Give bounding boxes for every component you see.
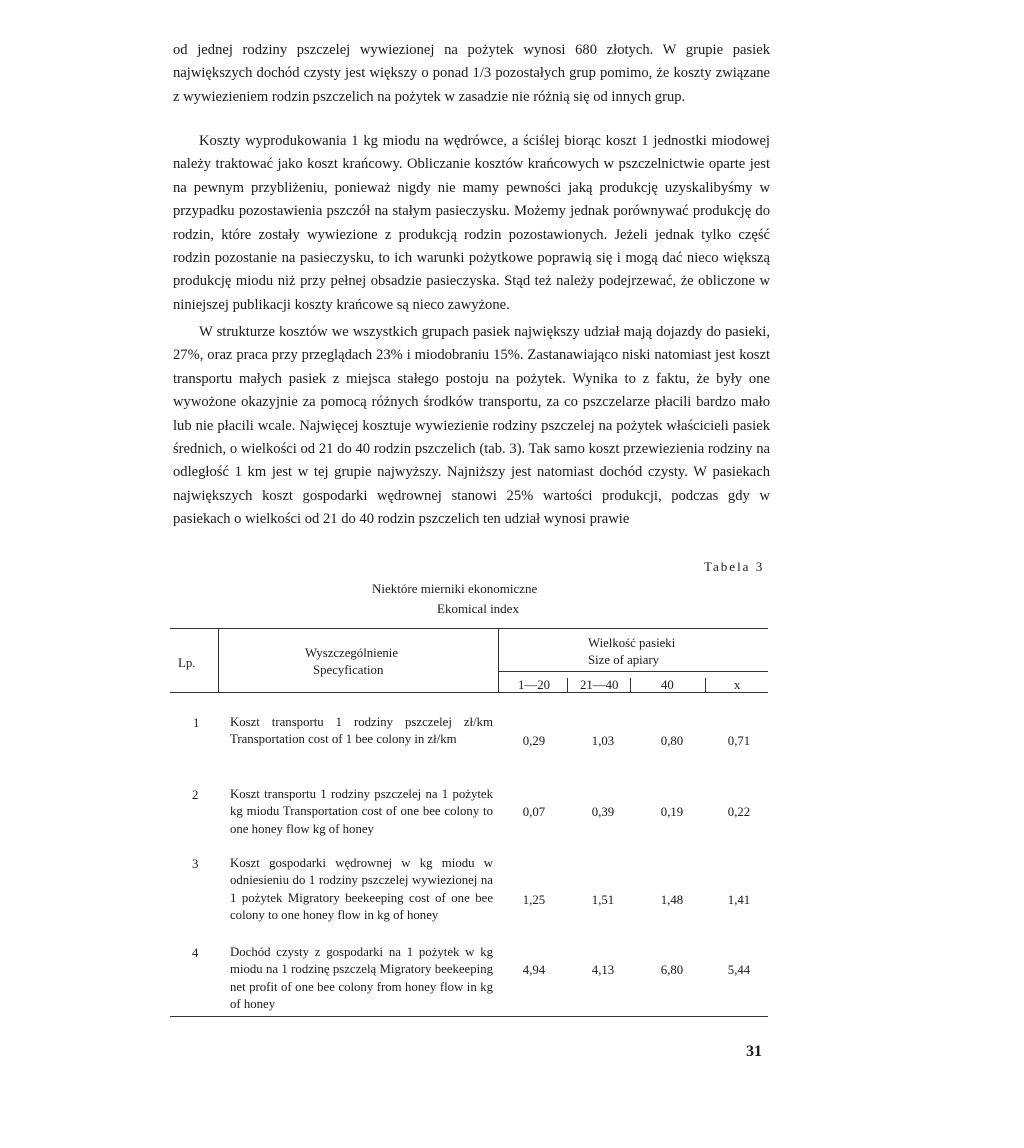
row-3-value-4: 1,41: [727, 893, 751, 907]
table-top-rule: [170, 628, 768, 629]
paragraph-1: od jednej rodziny pszczelej wywiezionej na pożytek wynosi 680 złotych. W grupie pasiek największych dochód czysty jest większy o ponad 1/3 pozostałych grup pomimo, że koszty związane z wywiezieniem rodzin pszczelich na pożytek w zasadzie nie różnią się od innych grup.: [173, 42, 770, 105]
row-2-value-1: 0,07: [522, 805, 546, 819]
table-title-en: Ekomical index: [437, 601, 519, 616]
row-2-description: Koszt transportu 1 rodziny pszczelej na 1 pożytek kg miodu Transportation cost of one bee colony to one honey flow kg of honey: [230, 787, 493, 836]
row-4-value-2: 4,13: [591, 963, 615, 977]
row-3-value-2: 1,51: [591, 893, 615, 907]
row-2-value-2: 0,39: [591, 805, 615, 819]
table-title-pl: Niektóre mierniki ekonomiczne: [372, 581, 538, 596]
table-label: Tabela 3: [704, 559, 765, 574]
size-col-divider-2: [630, 678, 631, 692]
row-1-value-3: 0,80: [660, 734, 684, 748]
row-4-value-4: 5,44: [727, 963, 751, 977]
table-divider-spec: [498, 628, 499, 692]
row-3-lp: 3: [192, 857, 199, 871]
row-3-value-3: 1,48: [660, 893, 684, 907]
header-size-col-3: 40: [661, 678, 674, 692]
page-number: 31: [746, 1043, 762, 1060]
row-4-value-1: 4,94: [522, 963, 546, 977]
row-4-value-3: 6,80: [660, 963, 684, 977]
header-lp: Lp.: [178, 656, 196, 670]
row-1-description: Koszt transportu 1 rodziny pszczelej zł/km Transportation cost of 1 bee colony in zł/km: [230, 715, 493, 747]
row-1-value-1: 0,29: [522, 734, 546, 748]
row-4-lp: 4: [192, 946, 199, 960]
row-3-value-1: 1,25: [522, 893, 546, 907]
table-header-rule: [170, 692, 768, 693]
header-size-col-1: 1—20: [518, 678, 550, 692]
table-divider-lp: [218, 628, 219, 692]
header-spec-pl: Wyszczególnienie: [305, 646, 399, 660]
paragraph-3: W strukturze kosztów we wszystkich grupach pasiek największy udział mają dojazdy do pasieki, 27%, oraz praca przy przeglądach 23% i miodobraniu 15%. Zastanawiająco niski natomiast jest koszt transportu małych pasiek z miejsca stałego postoju na pożytek. Wynika to z faktu, że były one wywożone okazyjnie za pomocą różnych środków transportu, za co pszczelarze płacili bardzo mało lub nie płacili wcale. Najwięcej kosztuje wywiezienie rodziny pszczelej na pożytek właścicieli pasiek średnich, o wielkości od 21 do 40 rodzin pszczelich (tab. 3). Tak samo koszt przewiezienia rodziny na odległość 1 km jest w tej grupie najwyższy. Najniższy jest natomiast dochód czysty. W pasiekach największych koszt gospodarki wędrownej stanowi 25% wartości produkcji, podczas gdy w pasiekach o wielkości od 21 do 40 rodzin pszczelich ten udział wynosi prawie: [173, 324, 770, 528]
header-size-col-2: 21—40: [580, 678, 619, 692]
row-3-description: Koszt gospodarki wędrownej w kg miodu w odniesieniu do 1 rodziny pszczelej wywiezionej na 1 pożytek Migratory beekeeping cost of one bee colony to one honey flow in kg of honey: [230, 856, 493, 922]
row-1-value-4: 0,71: [727, 734, 751, 748]
row-2-value-3: 0,19: [660, 805, 684, 819]
header-size-en: Size of apiary: [588, 653, 660, 667]
header-spec-en: Specyfication: [313, 663, 384, 677]
header-size-col-4: x: [734, 678, 741, 692]
row-2-value-4: 0,22: [727, 805, 751, 819]
size-col-divider-3: [705, 678, 706, 692]
row-4-description: Dochód czysty z gospodarki na 1 pożytek w kg miodu na 1 rodzinę pszczelą Migratory beekeeping net profit of one bee colony from honey flow in kg of honey: [230, 945, 493, 1011]
table-bottom-rule: [170, 1016, 768, 1017]
row-1-value-2: 1,03: [591, 734, 615, 748]
row-1-lp: 1: [193, 716, 200, 730]
row-2-lp: 2: [192, 788, 199, 802]
size-col-divider-1: [567, 678, 568, 692]
paragraph-2: Koszty wyprodukowania 1 kg miodu na wędrówce, a ściślej biorąc koszt 1 jednostki miodowej należy traktować jako koszt krańcowy. Obliczanie kosztów krańcowych w pszczelnictwie oparte jest na pewnym przybliżeniu, ponieważ nigdy nie mamy pewności jaką produkcję uzyskalibyśmy w przypadku pozostawienia pszczół na stałym pasieczysku. Możemy jednak porównywać produkcję do rodzin, które zostały wywiezione z produkcją rodzin pozostawionych. Jeżeli jednak tylko część rodzin pozostanie na pasieczysku, to ich warunki pożytkowe poprawią się i mogą dać nieco większą produkcję miodu niż przy pełnej obsadzie pasieczyska. Stąd też należy podejrzewać, że obliczone w niniejszej publikacji koszty krańcowe są nieco zawyżone.: [173, 133, 770, 313]
size-subheader-rule: [498, 671, 768, 672]
header-size-pl: Wielkość pasieki: [588, 636, 676, 650]
